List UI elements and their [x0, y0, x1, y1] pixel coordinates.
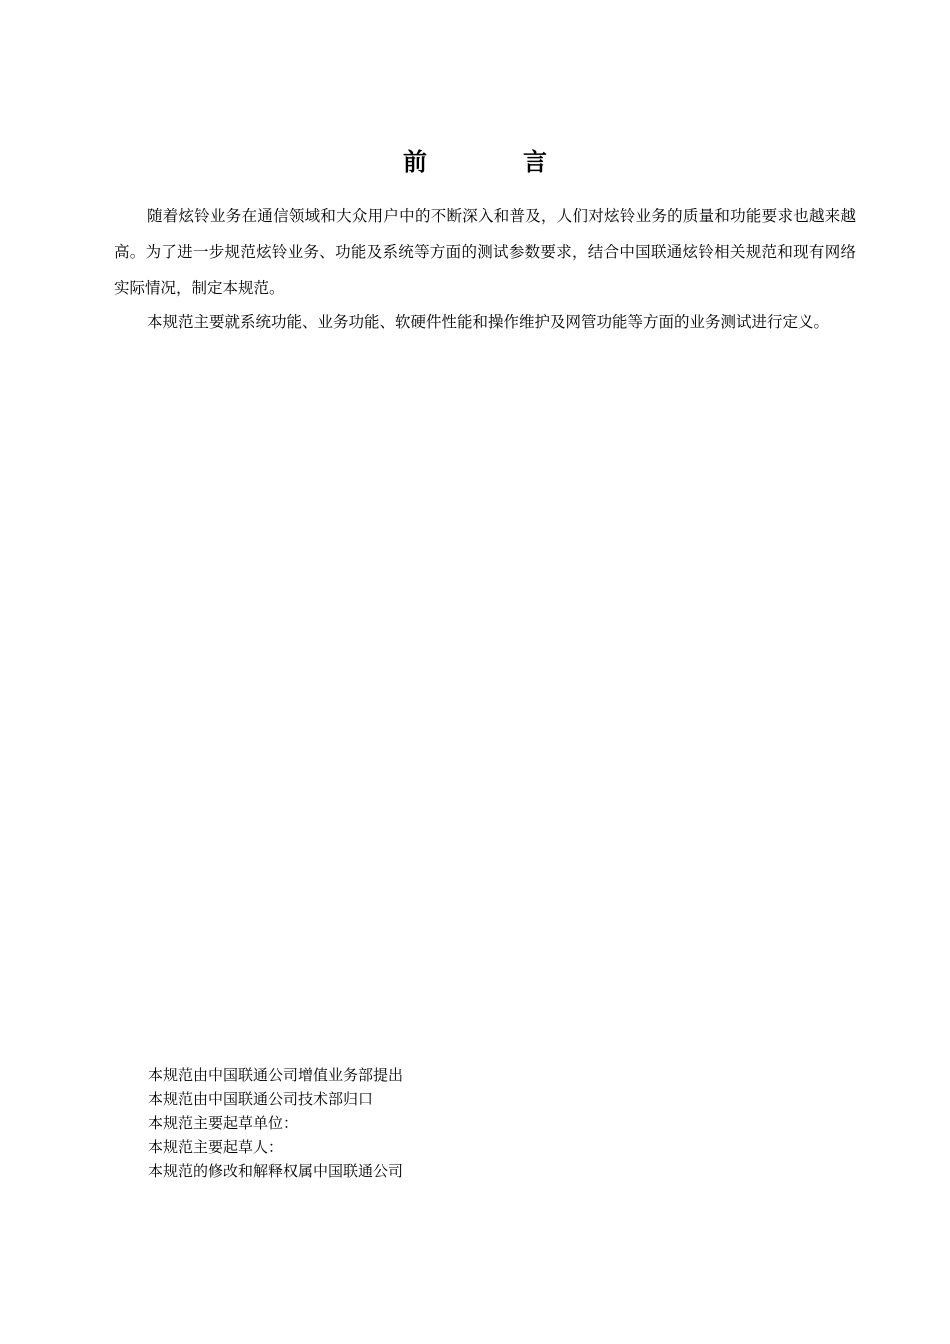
note-interpretation-rights: 本规范的修改和解释权属中国联通公司: [148, 1162, 404, 1180]
preface-body: [114, 198, 856, 340]
note-drafting-unit: 本规范主要起草单位：: [148, 1114, 299, 1132]
note-proposed-by: 本规范由中国联通公司增值业务部提出: [148, 1066, 404, 1084]
note-drafters: 本规范主要起草人：: [148, 1138, 284, 1156]
page-title: 前 言: [403, 148, 583, 176]
preface-paragraph-1: 随着炫铃业务在通信领域和大众用户中的不断深入和普及，人们对炫铃业务的质量和功能要求也越来越高。为了进一步规范炫铃业务、功能及系统等方面的测试参数要求，结合中国联通炫铃相关规范和现有网络实际情况，制定本规范。: [114, 207, 856, 297]
drafting-notes: [148, 1063, 748, 1183]
note-managed-by: 本规范由中国联通公司技术部归口: [148, 1090, 374, 1108]
preface-paragraph-2: 本规范主要就系统功能、业务功能、软硬件性能和操作维护及网管功能等方面的业务测试进行定义。: [147, 313, 830, 331]
